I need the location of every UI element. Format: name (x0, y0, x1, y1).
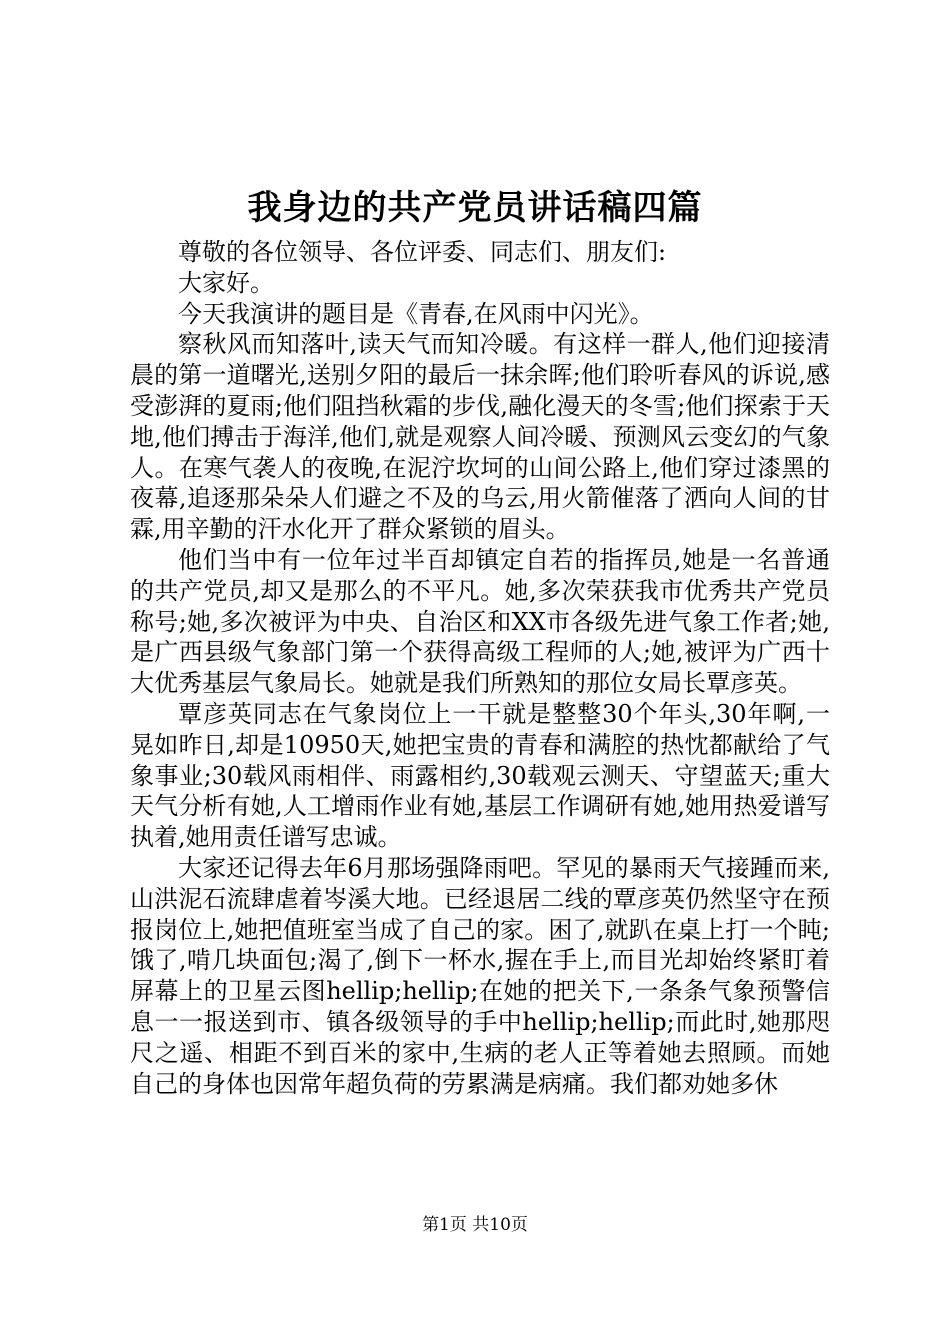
document-title: 我身边的共产党员讲话稿四篇 (247, 188, 703, 228)
paragraph-salutation: 尊敬的各位领导、各位评委、同志们、朋友们: (178, 238, 667, 266)
paragraph-body: 察秋风而知落叶,读天气而知冷暖。有这样一群人,他们迎接清晨的第一道曙光,送别夕阳的最后一抹余晖;他们聆听春风的诉说,感受澎湃的夏雨;他们阻挡秋霜的步伐,融化漫天的冬雪;他们探索于天地,他们搏击于海洋,他们,就是观察人间冷暖、预测风云变幻的气象人。在寒气袭人的夜晚,在泥泞坎坷的山间公路上,他们穿过漆黑的夜幕,追逐那朵朵人们避之不及的乌云,用火箭催落了洒向人间的甘霖,用辛勤的汗水化开了群众紧锁的眉头。 (130, 330, 830, 544)
page-number-footer: 第1页 共10页 (422, 1215, 528, 1235)
document-body (130, 237, 830, 1099)
paragraph-body: 他们当中有一位年过半百却镇定自若的指挥员,她是一名普通的共产党员,却又是那么的不平凡。她,多次荣获我市优秀共产党员称号;她,多次被评为中央、自治区和XX市各级先进气象工作者;她,是广西县级气象部门第一个获得高级工程师的人;她,被评为广西十大优秀基层气象局长。她就是我们所熟知的那位女局长覃彦英。 (130, 545, 830, 698)
paragraph-body: 大家还记得去年6月那场强降雨吧。罕见的暴雨天气接踵而来,山洪泥石流肆虐着岑溪大地。已经退居二线的覃彦英仍然坚守在预报岗位上,她把值班室当成了自己的家。困了,就趴在桌上打一个盹;饿了,啃几块面包;渴了,倒下一杯水,握在手上,而目光却始终紧盯着屏幕上的卫星云图hellip;hellip;在她的把关下,一条条气象预警信息一一报送到市、镇各级领导的手中hellip;hellip;而此时,她那咫尺之遥、相距不到百米的家中,生病的老人正等着她去照顾。而她自己的身体也因常年超负荷的劳累满是病痛。我们都劝她多休 (130, 853, 830, 1098)
paragraph-body: 覃彦英同志在气象岗位上一干就是整整30个年头,30年啊,一晃如昨日,却是10950天,她把宝贵的青春和满腔的热忱都献给了气象事业;30载风雨相伴、雨露相约,30载观云测天、守望蓝天;重大天气分析有她,人工增雨作业有她,基层工作调研有她,她用热爱谱写执着,她用责任谱写忠诚。 (130, 699, 830, 852)
paragraph-topic: 今天我演讲的题目是《青春,在风雨中闪光》。 (178, 299, 654, 328)
paragraph-greeting: 大家好。 (178, 268, 274, 297)
